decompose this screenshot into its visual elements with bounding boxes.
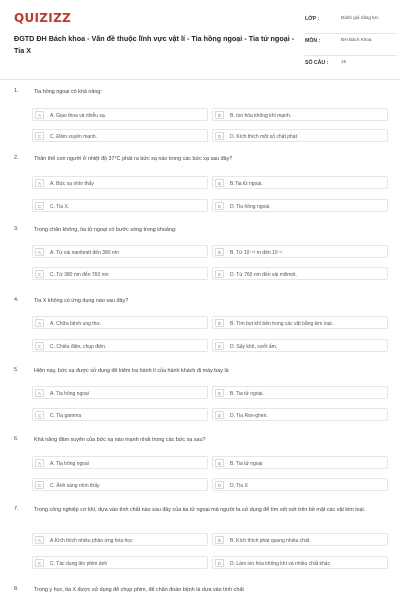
option-b[interactable] [212, 533, 388, 546]
option-text: D. Làm ion hóa không khí và nhiều chất khác [230, 560, 331, 567]
question-text: Trong chân không, tia tử ngoại có bước sóng trong khoảng: [34, 227, 177, 233]
meta-row-subject [305, 34, 397, 56]
option-b[interactable] [212, 176, 388, 189]
option-d[interactable] [212, 199, 388, 212]
worksheet-title: ĐGTD ĐH Bách khoa - Vấn đề thuộc lĩnh vực vật lí - Tia hồng ngoại - Tia tử ngoại - Tia X [14, 34, 295, 55]
option-letter: A [35, 459, 44, 467]
option-letter: B [215, 389, 224, 397]
option-text: A. Giao thoa và nhiễu xạ. [50, 112, 107, 119]
question-text: Tia hồng ngoại có khả năng: [34, 89, 102, 95]
option-letter: C [35, 411, 44, 419]
option-b[interactable] [212, 108, 388, 121]
question-text: Trong y học, tia X được sử dụng để chụp phim, để chẩn đoán bệnh là dựa vào tính chất [34, 587, 244, 593]
option-text: D. Sấy khô, sưởi ấm. [230, 343, 278, 350]
question-text: Khả năng đâm xuyên của bức xạ nào mạnh nhất trong các bức xạ sau? [34, 437, 206, 443]
option-b[interactable] [212, 386, 388, 399]
meta-row-count [305, 56, 397, 74]
option-letter: C [35, 132, 44, 140]
option-letter: C [35, 481, 44, 489]
option-text: C. Chiếu điện, chụp điện. [50, 343, 107, 350]
option-c[interactable] [32, 556, 208, 569]
option-a[interactable] [32, 176, 208, 189]
option-c[interactable] [32, 339, 208, 352]
meta-value: Đánh giá năng lực [341, 15, 379, 20]
option-text: B. Tìm bọt khí bên trong các vật bằng kim loại. [230, 320, 334, 327]
option-a[interactable] [32, 108, 208, 121]
option-text: D. Từ 760 nm đến vài milimét. [230, 271, 297, 278]
question-text: Hiện nay, bức xạ được sử dụng để kiểm tra hành lí của hành khách đi máy bay là [34, 368, 229, 374]
option-text: D. Tia Ron-ghen. [230, 412, 268, 419]
option-d[interactable] [212, 478, 388, 491]
option-letter: A [35, 179, 44, 187]
option-letter: C [35, 270, 44, 278]
option-letter: D [215, 270, 224, 278]
question-number: 3. [14, 226, 19, 232]
question-text: Trong công nghiệp cơ khí, dựa vào tính chất nào sau đây của tia tử ngoại mà người ta sử dụng để tìm vết nứt trên bề mặt các vật kim loại. [34, 507, 366, 513]
option-letter: B [215, 179, 224, 187]
option-letter: D [215, 559, 224, 567]
question-text: Tia X không có ứng dụng nào sau đây? [34, 298, 129, 304]
option-text: D. Tia hồng ngoại. [230, 203, 271, 210]
option-a[interactable] [32, 316, 208, 329]
option-text: C. Tia X. [50, 203, 70, 210]
option-a[interactable] [32, 533, 208, 546]
option-text: B. Tia tử ngoại. [230, 390, 264, 397]
option-text: B. Ion hóa không khí mạnh. [230, 112, 292, 119]
meta-label: SỐ CÂU : [305, 60, 329, 66]
option-letter: C [35, 559, 44, 567]
option-text: B. Tia tử ngoại [230, 460, 263, 467]
option-d[interactable] [212, 556, 388, 569]
option-letter: B [215, 111, 224, 119]
option-c[interactable] [32, 129, 208, 142]
option-letter: B [215, 319, 224, 327]
option-a[interactable] [32, 386, 208, 399]
option-text: C. Tác dụng lên phim ảnh [50, 560, 108, 567]
option-a[interactable] [32, 245, 208, 258]
option-letter: D [215, 342, 224, 350]
option-text: A. Chữa bệnh ung thư. [50, 320, 102, 327]
option-d[interactable] [212, 267, 388, 280]
option-text: A. Tia hồng ngoại [50, 390, 89, 397]
option-c[interactable] [32, 478, 208, 491]
option-text: B. Kích thích phát quang nhiều chất [230, 537, 310, 544]
meta-label: LỚP : [305, 16, 320, 22]
meta-value: ĐH Bách Khoa [341, 37, 372, 42]
option-letter: D [215, 202, 224, 210]
option-c[interactable] [32, 408, 208, 421]
option-letter: C [35, 342, 44, 350]
option-text: C. Từ 380 nm đến 760 nm [50, 271, 109, 278]
option-b[interactable] [212, 245, 388, 258]
option-letter: D [215, 132, 224, 140]
option-c[interactable] [32, 267, 208, 280]
option-letter: A [35, 248, 44, 256]
option-d[interactable] [212, 129, 388, 142]
option-c[interactable] [32, 199, 208, 212]
option-letter: B [215, 536, 224, 544]
question-number: 1. [14, 88, 19, 94]
option-letter: A [35, 319, 44, 327]
option-text: A.Kích thích nhiều phản ứng hóa học [50, 537, 133, 544]
question-number: 8. [14, 586, 19, 592]
option-letter: B [215, 248, 224, 256]
option-d[interactable] [212, 408, 388, 421]
option-text: C. Đâm xuyên mạnh. [50, 133, 97, 140]
worksheet-header [0, 0, 400, 80]
option-letter: B [215, 459, 224, 467]
option-letter: A [35, 536, 44, 544]
option-letter: D [215, 411, 224, 419]
option-letter: A [35, 389, 44, 397]
question-text: Thân thể con người ở nhiệt độ 37°C phát ra bức xạ nào trong các bức xạ sau đây? [34, 156, 233, 162]
question-number: 5. [14, 367, 19, 373]
option-text: D. Kích thích một số chất phát [230, 133, 297, 140]
option-text: A. Bức xạ nhìn thấy [50, 180, 94, 187]
option-letter: D [215, 481, 224, 489]
option-text: B.Tia tử ngoại. [230, 180, 263, 187]
option-a[interactable] [32, 456, 208, 469]
meta-value: 15 [341, 59, 347, 64]
option-letter: A [35, 111, 44, 119]
question-number: 6. [14, 436, 19, 442]
option-d[interactable] [212, 339, 388, 352]
option-text: B. Từ 10⁻¹² m đến 10⁻⁹ [230, 249, 283, 256]
question-number: 4. [14, 297, 19, 303]
meta-row-class [305, 12, 397, 34]
option-text: C. Ánh sáng nhìn thấy [50, 482, 100, 489]
option-letter: C [35, 202, 44, 210]
option-b[interactable] [212, 316, 388, 329]
option-text: A. Tia hồng ngoại [50, 460, 89, 467]
option-b[interactable] [212, 456, 388, 469]
question-number: 7. [14, 506, 19, 512]
option-text: D. Tia X [230, 482, 248, 489]
option-text: A. Từ vài nanômét đến 380 nm [50, 249, 119, 256]
question-number: 2. [14, 155, 19, 161]
meta-label: MÔN : [305, 38, 321, 44]
quizizz-logo: QUIZIZZ [14, 11, 72, 25]
worksheet-meta [305, 12, 397, 74]
option-text: C. Tia gamma [50, 412, 82, 419]
